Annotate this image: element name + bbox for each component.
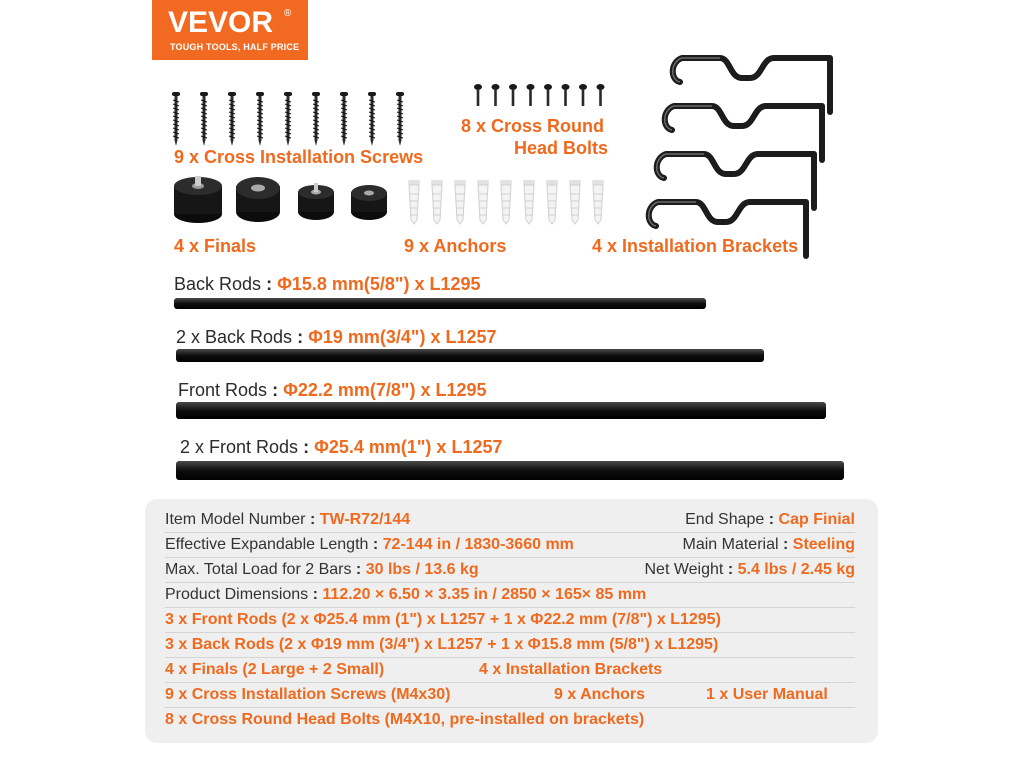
anchor-icon — [408, 180, 420, 224]
installation-screws-image — [168, 92, 418, 148]
spec-row-screws-anchors: 9 x Cross Installation Screws (M4x30) 9 x Anchors 1 x User Manual — [165, 683, 855, 708]
spec-row-finals-brackets: 4 x Finals (2 Large + 2 Small) 4 x Installation Brackets — [165, 658, 855, 683]
screw-icon — [312, 92, 320, 146]
rod-label-back-single: Back Rods : Φ15.8 mm(5/8") x L1295 — [174, 274, 481, 294]
rod-label-back-double: 2 x Back Rods : Φ19 mm(3/4") x L1257 — [176, 327, 497, 347]
spec-row-bolts: 8 x Cross Round Head Bolts (M4X10, pre-installed on brackets) — [165, 711, 645, 728]
bolts-caption-line2: Head Bolts — [514, 138, 609, 158]
finals-caption: 4 x Finals — [174, 236, 257, 256]
rod-label-front-single: Front Rods : Φ22.2 mm(7/8") x L1295 — [178, 380, 487, 400]
bolt-icon — [474, 84, 482, 106]
anchor-icon — [569, 180, 581, 224]
finial-icon — [236, 177, 280, 222]
spec-row-front-rods: 3 x Front Rods (2 x Φ25.4 mm (1") x L1257 + 1 x Φ22.2 mm (7/8") x L1295) — [165, 608, 855, 633]
anchor-icon — [523, 180, 535, 224]
anchor-icon — [477, 180, 489, 224]
screw-icon — [200, 92, 208, 146]
bolt-icon — [579, 84, 587, 106]
registered-mark: ® — [284, 8, 292, 19]
bolts-caption-line1: 8 x Cross Round — [461, 116, 605, 136]
spec-row-load: Max. Total Load for 2 Bars : 30 lbs / 13.6 kg Net Weight : 5.4 lbs / 2.45 kg — [165, 558, 855, 583]
anchors-image — [402, 180, 612, 226]
screw-icon — [284, 92, 292, 146]
anchor-icon — [592, 180, 604, 224]
anchor-icon — [454, 180, 466, 224]
bolt-icon — [527, 84, 535, 106]
spec-row-dimensions: Product Dimensions : 112.20 × 6.50 × 3.35 in / 2850 × 165× 85 mm — [165, 583, 855, 608]
screw-icon — [340, 92, 348, 146]
anchor-icon — [431, 180, 443, 224]
back-rod-single — [174, 298, 706, 309]
finial-icon — [298, 183, 334, 220]
bolt-icon — [562, 84, 570, 106]
brand-name: VEVOR — [168, 6, 274, 39]
anchors-caption: 9 x Anchors — [404, 236, 507, 256]
screw-icon — [228, 92, 236, 146]
bolt-icon — [492, 84, 500, 106]
brand-tagline: TOUGH TOOLS, HALF PRICE — [170, 42, 300, 52]
vevor-logo — [152, 0, 308, 60]
round-head-bolts-image — [472, 84, 620, 110]
anchor-icon — [500, 180, 512, 224]
screw-icon — [256, 92, 264, 146]
screw-icon — [172, 92, 180, 146]
screw-icon — [396, 92, 404, 146]
bolt-icon — [544, 84, 552, 106]
back-rod-double — [176, 349, 764, 362]
spec-row-model: Item Model Number : TW-R72/144 End Shape : Cap Finial — [165, 508, 855, 533]
screws-caption: 9 x Cross Installation Screws — [174, 147, 424, 167]
front-rod-double — [176, 461, 844, 480]
anchor-icon — [546, 180, 558, 224]
front-rod-single — [176, 402, 826, 419]
finial-icon — [174, 176, 222, 223]
spec-row-length: Effective Expandable Length : 72-144 in / 1830-3660 mm Main Material : Steeling — [165, 533, 855, 558]
spec-row-back-rods: 3 x Back Rods (2 x Φ19 mm (3/4") x L1257 + 1 x Φ15.8 mm (5/8") x L1295) — [165, 633, 855, 658]
bolt-icon — [597, 84, 605, 106]
bolt-icon — [509, 84, 517, 106]
finial-icon — [351, 185, 387, 220]
rod-label-front-double: 2 x Front Rods : Φ25.4 mm(1") x L1257 — [180, 437, 503, 457]
screw-icon — [368, 92, 376, 146]
brackets-caption: 4 x Installation Brackets — [592, 236, 799, 256]
finials-image — [168, 172, 394, 228]
